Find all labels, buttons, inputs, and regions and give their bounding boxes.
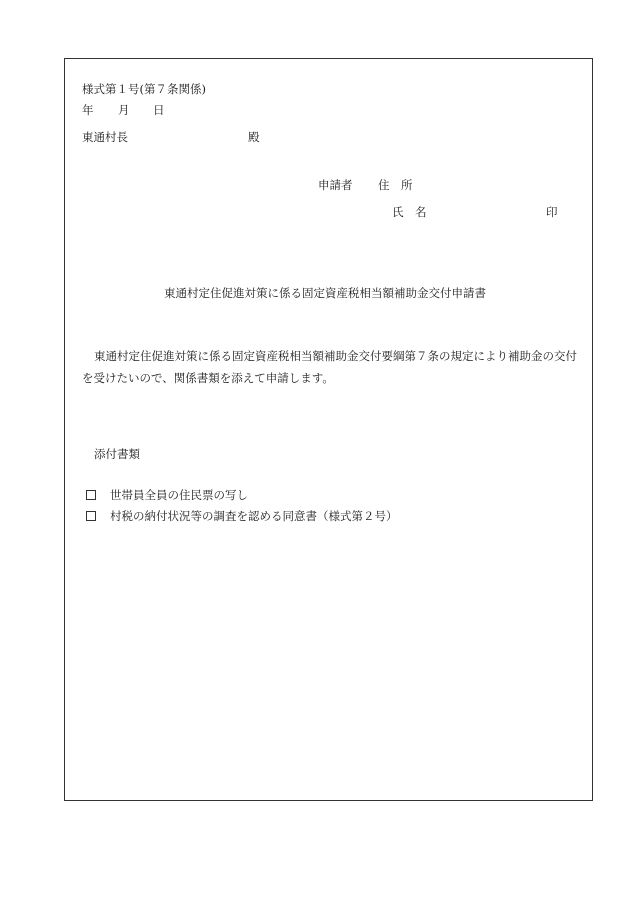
attachment-item bbox=[86, 509, 398, 523]
attachment-label: 世帯員全員の住民票の写し bbox=[110, 488, 248, 502]
body-text: 東通村定住促進対策に係る固定資産税相当額補助金交付要綱第７条の規定により補助金の交付を受けたいので、関係書類を添えて申請します。 bbox=[82, 349, 577, 385]
date-day-label: 日 bbox=[153, 103, 165, 117]
form-frame bbox=[64, 58, 593, 801]
addressee: 東通村長 bbox=[82, 130, 128, 144]
attachment-label: 村税の納付状況等の調査を認める同意書（様式第２号） bbox=[110, 509, 398, 523]
honorific: 殿 bbox=[248, 130, 260, 144]
seal-label: 印 bbox=[546, 205, 558, 219]
applicant-label: 申請者 bbox=[318, 178, 353, 192]
checkbox[interactable] bbox=[86, 511, 96, 521]
date-year-label: 年 bbox=[82, 103, 94, 117]
date-month-label: 月 bbox=[118, 103, 130, 117]
attachments-heading: 添付書類 bbox=[94, 447, 140, 461]
checkbox[interactable] bbox=[86, 490, 96, 500]
address-label: 住 所 bbox=[378, 178, 413, 192]
name-label: 氏 名 bbox=[392, 205, 427, 219]
form-title: 東通村定住促進対策に係る固定資産税相当額補助金交付申請書 bbox=[164, 286, 486, 300]
attachment-item bbox=[86, 488, 248, 502]
form-number: 様式第１号(第７条関係) bbox=[82, 82, 206, 96]
